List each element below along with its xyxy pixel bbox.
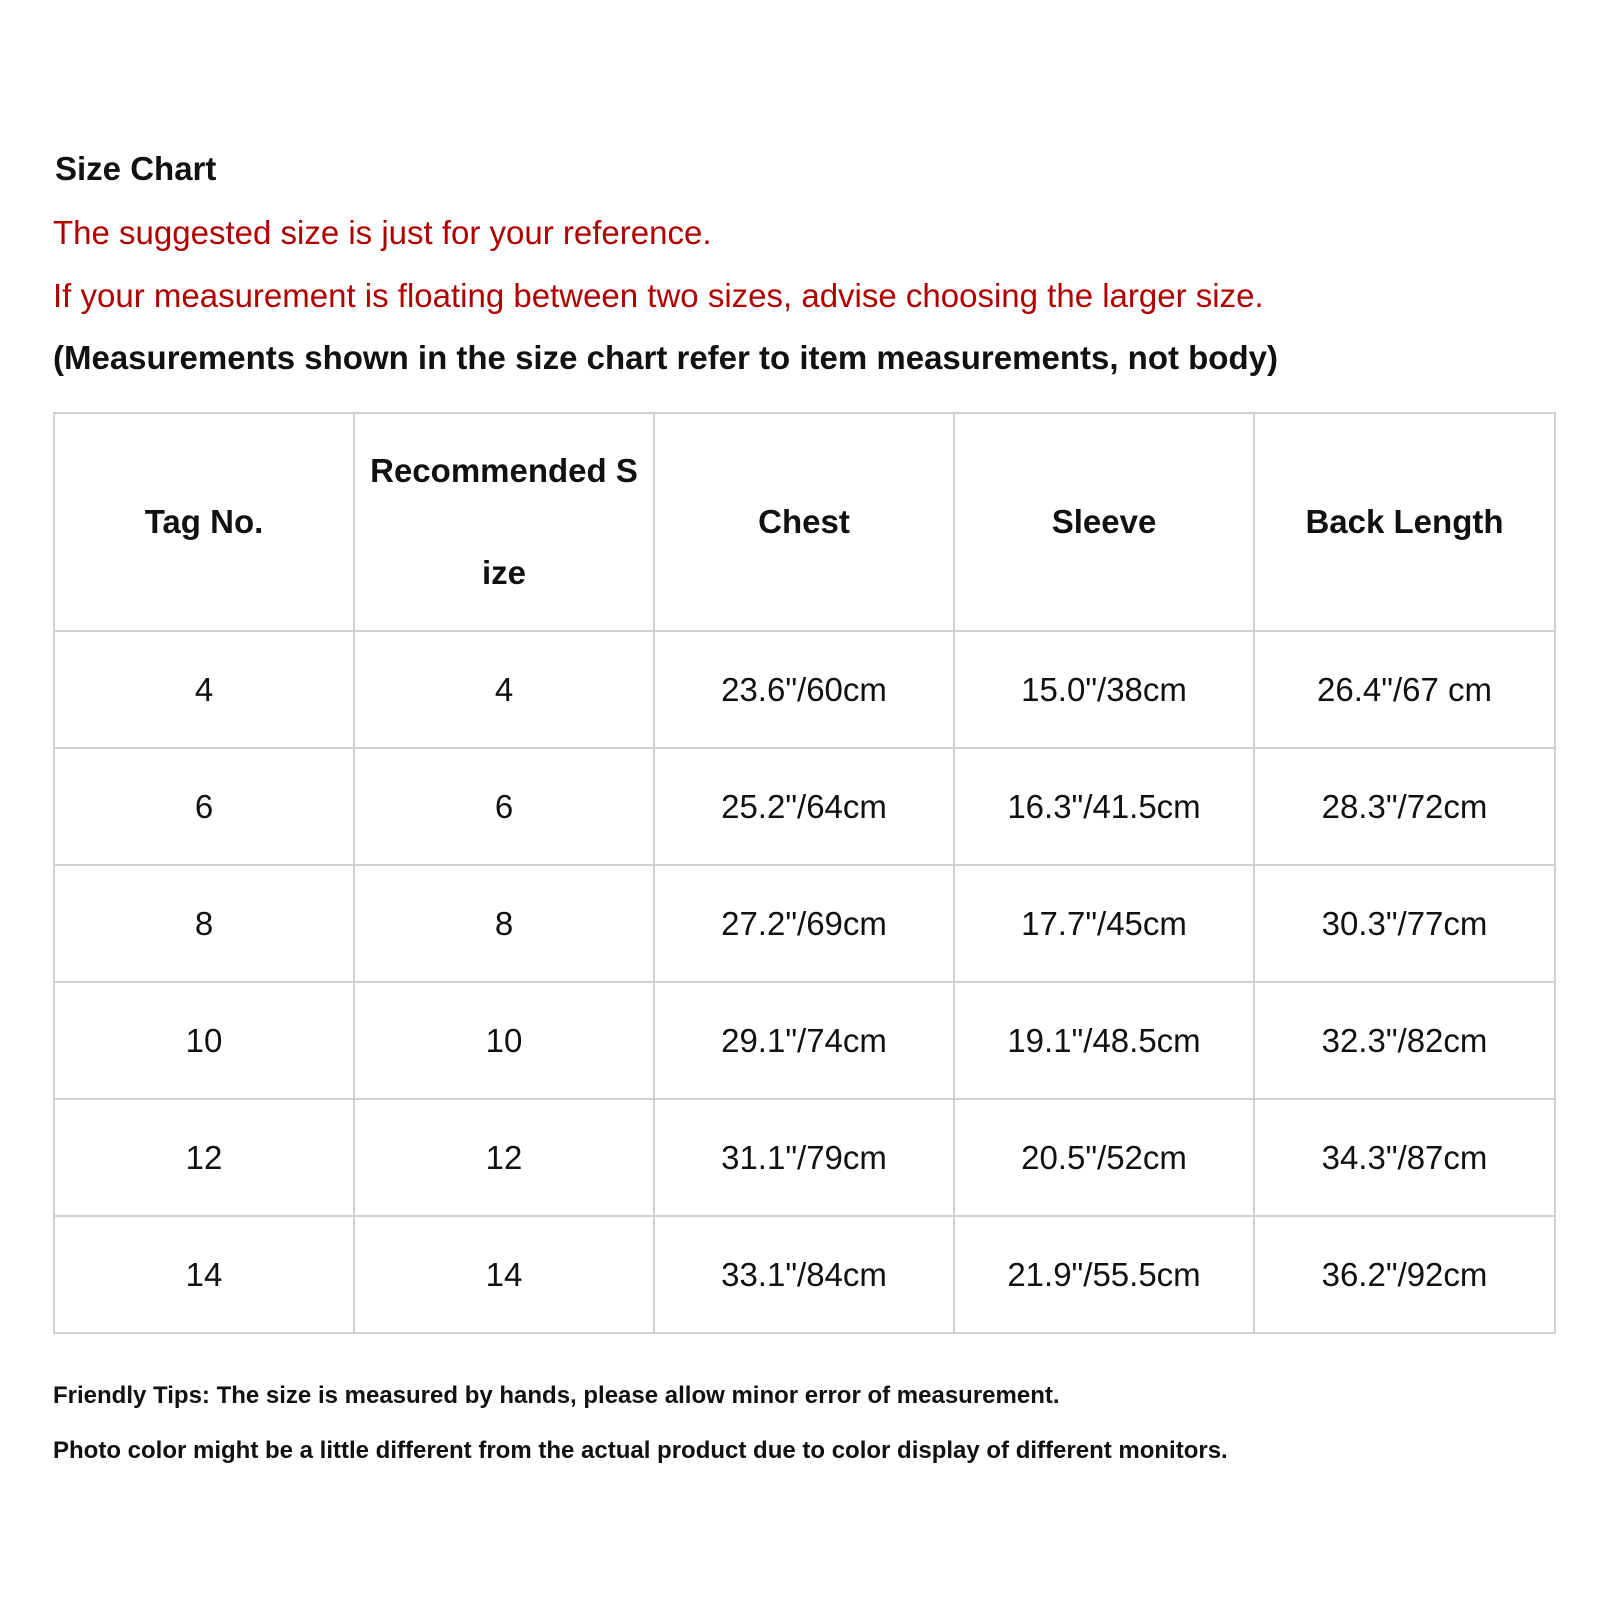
cell-sleeve: 20.5"/52cm xyxy=(954,1099,1254,1216)
table-row xyxy=(54,1099,1555,1216)
header-sleeve: Sleeve xyxy=(954,413,1254,631)
size-chart-title: Size Chart xyxy=(55,150,217,187)
cell-back-length: 30.3"/77cm xyxy=(1254,865,1555,982)
cell-tag-no: 4 xyxy=(54,631,354,748)
cell-recommended-size: 4 xyxy=(354,631,654,748)
cell-chest: 29.1"/74cm xyxy=(654,982,954,1099)
cell-sleeve: 21.9"/55.5cm xyxy=(954,1216,1254,1333)
cell-back-length: 36.2"/92cm xyxy=(1254,1216,1555,1333)
table-row xyxy=(54,982,1555,1099)
header-recommended-size xyxy=(354,413,654,631)
table-row xyxy=(54,631,1555,748)
header-chest: Chest xyxy=(654,413,954,631)
cell-sleeve: 15.0"/38cm xyxy=(954,631,1254,748)
photo-color-note: Photo color might be a little different from the actual product due to color display of different monitors. xyxy=(53,1437,1228,1464)
table-row xyxy=(54,1216,1555,1333)
cell-chest: 33.1"/84cm xyxy=(654,1216,954,1333)
cell-tag-no: 8 xyxy=(54,865,354,982)
cell-recommended-size: 14 xyxy=(354,1216,654,1333)
cell-recommended-size: 12 xyxy=(354,1099,654,1216)
cell-back-length: 32.3"/82cm xyxy=(1254,982,1555,1099)
cell-chest: 27.2"/69cm xyxy=(654,865,954,982)
cell-tag-no: 14 xyxy=(54,1216,354,1333)
cell-tag-no: 12 xyxy=(54,1099,354,1216)
reference-note: The suggested size is just for your reference. xyxy=(53,214,712,251)
cell-recommended-size: 6 xyxy=(354,748,654,865)
header-recommended-size-label: Recommended S ize xyxy=(370,452,638,591)
cell-back-length: 26.4"/67 cm xyxy=(1254,631,1555,748)
table-row xyxy=(54,865,1555,982)
larger-size-advice: If your measurement is floating between two sizes, advise choosing the larger size. xyxy=(53,277,1264,314)
cell-back-length: 28.3"/72cm xyxy=(1254,748,1555,865)
table-header-row xyxy=(54,413,1555,631)
cell-back-length: 34.3"/87cm xyxy=(1254,1099,1555,1216)
cell-chest: 25.2"/64cm xyxy=(654,748,954,865)
cell-recommended-size: 8 xyxy=(354,865,654,982)
cell-chest: 23.6"/60cm xyxy=(654,631,954,748)
size-table xyxy=(53,412,1556,1334)
header-back-length: Back Length xyxy=(1254,413,1555,631)
cell-tag-no: 10 xyxy=(54,982,354,1099)
header-tag-no: Tag No. xyxy=(54,413,354,631)
friendly-tips: Friendly Tips: The size is measured by hands, please allow minor error of measurement. xyxy=(53,1382,1060,1409)
table-row xyxy=(54,748,1555,865)
cell-sleeve: 19.1"/48.5cm xyxy=(954,982,1254,1099)
cell-sleeve: 16.3"/41.5cm xyxy=(954,748,1254,865)
cell-sleeve: 17.7"/45cm xyxy=(954,865,1254,982)
measurement-disclaimer: (Measurements shown in the size chart refer to item measurements, not body) xyxy=(53,339,1278,376)
cell-tag-no: 6 xyxy=(54,748,354,865)
cell-recommended-size: 10 xyxy=(354,982,654,1099)
cell-chest: 31.1"/79cm xyxy=(654,1099,954,1216)
